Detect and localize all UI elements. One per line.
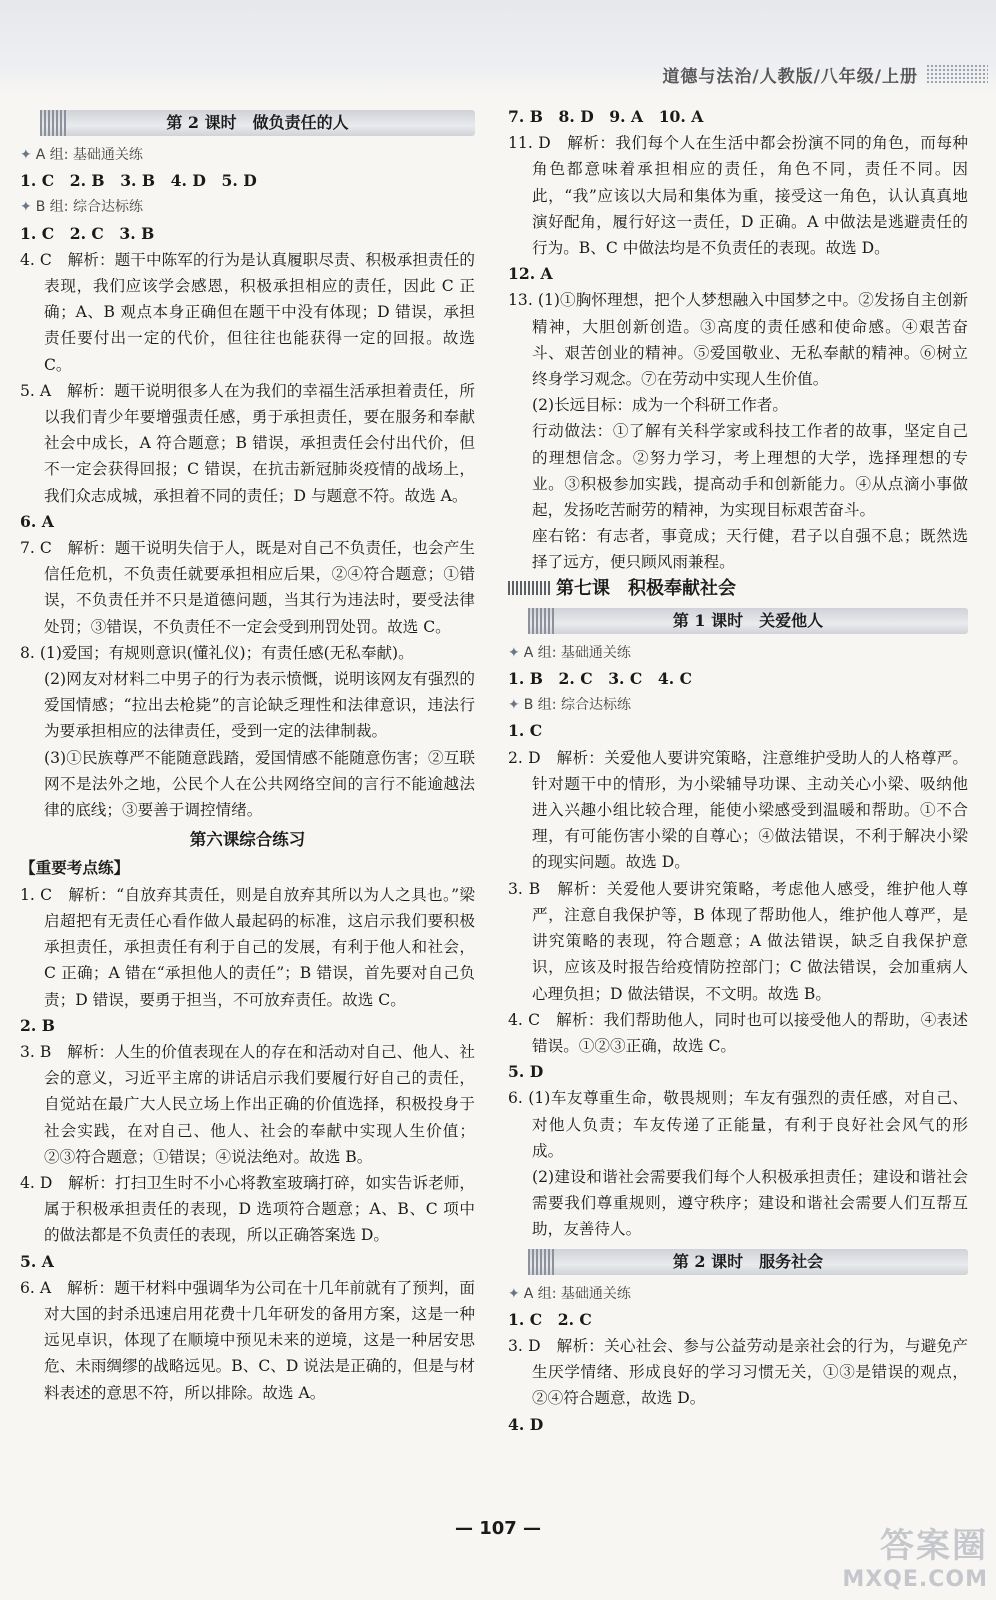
answer-item: 3. D 解析：关心社会、参与公益劳动是亲社会的行为，与避免产生厌学情绪、形成良好的学习习惯无关，①③是错误的观点，②④符合题意，故选 D。 [508, 1336, 968, 1408]
answer-line: 1. C 2. C [508, 1309, 592, 1329]
group-a-label: ✦ A 组: 基础通关练 [508, 1285, 631, 1302]
answer-item: 6. A 解析：题干材料中强调华为公司在十几年前就有了预判，面对大国的封杀迅速启用花费十几年研发的备用方案，这是一种远见卓识，体现了在顺境中预见未来的逆境，这是一种居安思危、未雨绸缪的战略远见。B、C、D 说法是正确的，但是与材料表述的意思不符，所以排除。故选 A。 [20, 1278, 475, 1402]
answer-item: (2)长远目标：成为一个科研工作者。 [532, 396, 788, 415]
watermark-url: MXQE.COM [842, 1567, 988, 1592]
answer-item: 1. C 解析：“自放弃其责任，则是自放弃其所以为人之具也。”梁启超把有无责任心看作做人最起码的标准，这启示我们要积极承担责任，承担责任有利于自己的发展，有利于他人和社会，C 正确；A 错在“承担他人的责任”；B 错误，首先要对自己负责；D 错误，要勇于担当，不可放弃责任。故选 C。 [20, 885, 475, 1009]
lesson-title-bar: 第 2 课时 服务社会 [528, 1249, 968, 1275]
answer-item: 座右铭：有志者，事竟成；天行健，君子以自强不息；既然选择了远方，便只顾风雨兼程。 [532, 527, 968, 572]
group-a-label: ✦ A 组: 基础通关练 [508, 644, 631, 661]
answer-line: 1. C 2. C 3. B [20, 223, 155, 243]
answer-item: 13. (1)①胸怀理想，把个人梦想融入中国梦之中。②发扬自主创新精神，大胆创新创造。③高度的责任感和使命感。④艰苦奋斗、艰苦创业的精神。⑤爱国敬业、无私奉献的精神。⑥树立终身学习观念。⑦在劳动中实现人生价值。 [508, 291, 968, 389]
answer-item: 4. D 解析：打扫卫生时不小心将教室玻璃打碎，如实告诉老师，属于积极承担责任的表现，D 选项符合题意；A、B、C 项中的做法都是不负责任的表现，所以正确答案选 D。 [20, 1173, 475, 1245]
answer-item: 2. D 解析：关爱他人要讲究策略，注意维护受助人的人格尊严。针对题干中的情形，为小梁辅导功课、主动关心小梁、吸纳他进入兴趣小组比较合理，能使小梁感受到温暖和帮助。①不合理，有可能伤害小梁的自尊心；④做法错误，不利于解决小梁的现实问题。故选 D。 [508, 748, 968, 872]
answer-line: 1. C 2. B 3. B 4. D 5. D [20, 171, 257, 191]
lesson-title-bar: 第 2 课时 做负责任的人 [40, 110, 475, 136]
right-column [508, 104, 968, 1438]
answer-item: (2)建设和谐社会需要我们每个人积极承担责任；建设和谐社会需要我们尊重规则，遵守秩序；建设和谐社会需要人们互帮互助，友善待人。 [532, 1167, 968, 1239]
diamond-icon: ✦ [508, 697, 520, 714]
diamond-icon: ✦ [508, 1285, 520, 1302]
answer-item: 4. C 解析：我们帮助他人，同时也可以接受他人的帮助，④表述错误。①②③正确，故选 C。 [508, 1010, 968, 1055]
diamond-icon: ✦ [508, 644, 520, 661]
answer-line: 7. B 8. D 9. A 10. A [508, 107, 704, 126]
answer-item: 6. (1)车友尊重生命，敬畏规则；车友有强烈的责任感，对自己、对他人负责；车友传递了正能量，有利于良好社会风气的形成。 [508, 1089, 968, 1160]
diamond-icon: ✦ [20, 199, 32, 216]
answer-item: 7. C 解析：题干说明失信于人，既是对自己不负责任，也会产生信任危机，不负责任就要承担相应后果，②④符合题意；①错误，不负责任并不只是道德问题，当其行为违法时，要受法律处罚；③错误，不负责任不一定会受到刑罚处罚。故选 C。 [20, 539, 475, 636]
diamond-icon: ✦ [20, 147, 32, 163]
group-b-label: ✦ B 组: 综合达标练 [20, 199, 143, 216]
book-title: 道德与法治/人教版/八年级/上册 [662, 67, 918, 87]
answer-item: 3. B 解析：人生的价值表现在人的存在和活动对自己、他人、社会的意义，习近平主席的讲话启示我们要履行好自己的责任，自觉站在最广大人民立场上作出正确的价值选择，积极投身于社会实践，在对自己、他人、社会的奉献中实现人生价值；②③符合题意；①错误；④说法绝对。故选 B。 [20, 1042, 475, 1166]
answer-item: 5. A [20, 1251, 54, 1271]
answer-item: 11. D 解析：我们每个人在生活中都会扮演不同的角色，而每种角色都意味着承担相应的责任，角色不同，责任不同。因此，“我”应该以大局和集体为重，接受这一角色，认认真真地演好配角，履行好这一责任，D 正确。A 中做法是逃避责任的行为。B、C 中做法均是不负责任的表现。故选 D。 [508, 134, 968, 258]
dot-pattern-decoration [926, 64, 988, 84]
left-column [20, 104, 475, 1406]
group-b-label: ✦ B 组: 综合达标练 [508, 697, 631, 714]
answer-item: (2)网友对材料二中男子的行为表示愤慨，说明该网友有强烈的爱国情感；“拉出去枪毙”的言论缺乏理性和法律意识，违法行为要承担相应的法律责任，受到一定的法律制裁。 [44, 670, 475, 741]
answer-line: 1. B 2. C 3. C 4. C [508, 669, 693, 689]
answer-item: 1. C [508, 721, 543, 741]
watermark-text: 答案圈 [880, 1526, 988, 1566]
answer-item: 12. A [508, 264, 553, 284]
answer-item: 8. (1)爱国；有规则意识(懂礼仪)；有责任感(无私奉献)。 [20, 643, 414, 662]
section-title: 第六课综合练习 [189, 830, 306, 850]
answer-item: 5. D [508, 1062, 544, 1082]
answer-item: 4. C 解析：题干中陈军的行为是认真履职尽责、积极承担责任的表现，我们应该学会感恩，积极承担相应的责任，因此 C 正确；A、B 观点本身正确但在题干中没有体现；D 错误，承担责任要付出一定的代价，但往往也能获得一定的回报。故选 C。 [20, 250, 475, 374]
answer-item: 6. A [20, 511, 54, 531]
answer-item: 3. B 解析：关爱他人要讲究策略，考虑他人感受，维护他人尊严，注意自我保护等，B 体现了帮助他人，维护他人尊严，是讲究策略的表现，符合题意；A 做法错误，缺乏自我保护意识，应该及时报告给疫情防控部门；C 做法错误，会加重病人心理负担；D 做法错误，不文明。故选 B。 [508, 879, 968, 1003]
page-number: — 107 — [454, 1518, 542, 1539]
chapter-title: 第七课 积极奉献社会 [508, 576, 968, 602]
lesson-title-bar: 第 1 课时 关爱他人 [528, 608, 968, 634]
stripe-decoration [508, 581, 550, 595]
answer-item: 行动做法：①了解有关科学家或科技工作者的故事，坚定自己的理想信念。②努力学习，考上理想的大学，选择理想的专业。③积极参加实践，提高动手和创新能力。④从点滴小事做起，发扬吃苦耐劳的精神，为实现目标艰苦奋斗。 [532, 422, 968, 520]
watermark-logo [842, 1518, 988, 1592]
group-a-label: ✦ A 组: 基础通关练 [20, 147, 143, 163]
answer-item: 2. B [20, 1015, 55, 1035]
subsection-label: 【重要考点练】 [20, 858, 130, 878]
answer-item: 4. D [508, 1414, 544, 1434]
answer-item: 5. A 解析：题干说明很多人在为我们的幸福生活承担着责任，所以我们青少年要增强责任感，勇于承担责任，要在服务和奉献社会中成长，A 符合题意；B 错误，承担责任会付出代价，但不一定会获得回报；C 错误，在抗击新冠肺炎疫情的战场上，我们众志成城，承担着不同的责任；D 与题意不符。故选 A。 [20, 381, 475, 505]
answer-item: (3)①民族尊严不能随意践踏，爱国情感不能随意伤害；②互联网不是法外之地，公民个人在公共网络空间的言行不能逾越法律的底线；③要善于调控情绪。 [44, 748, 475, 820]
